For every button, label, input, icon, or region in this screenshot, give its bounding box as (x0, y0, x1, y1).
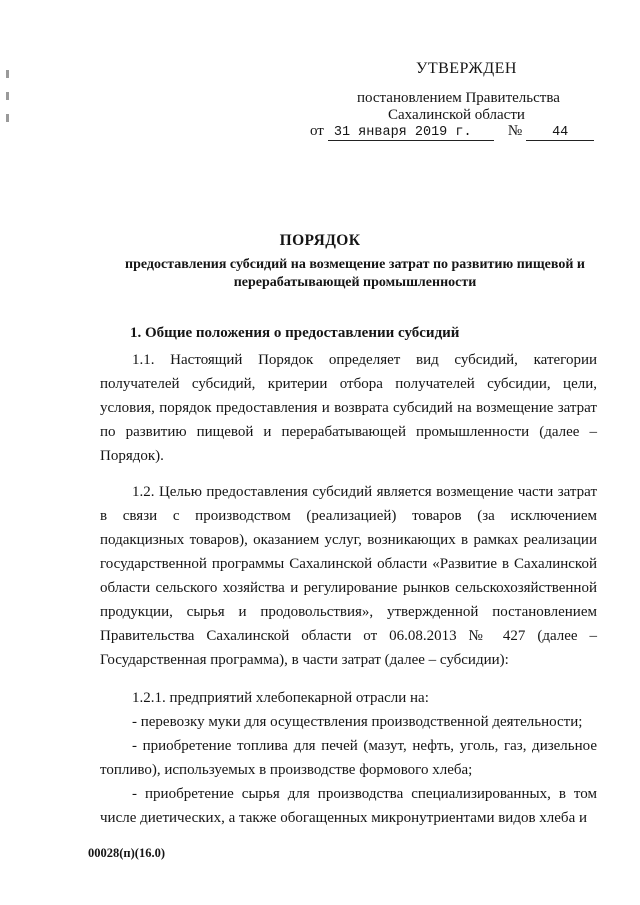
scan-mark (6, 70, 9, 78)
paragraph-1-2-1: 1.2.1. предприятий хлебопекарной отрасли на: (132, 690, 429, 706)
date-prefix: от (310, 123, 324, 139)
section-body-part-1 (100, 348, 597, 468)
approval-date-row (310, 123, 594, 141)
document-subtitle: предоставления субсидий на возмещение затрат по развитию пищевой и перерабатывающей промышленности (125, 257, 585, 290)
paragraph-1-2: 1.2. Целью предоставления субсидий является возмещение части затрат в связи с производством (реализацией) товаров (за исключением подакцизных товаров), оказанием услуг, возникающих в рамках реализации государственной программы Сахалинской области «Развитие в Сахалинской области сельского хозяйства и регулирование рынков сельскохозяйственной продукции, сырья и продовольствия», утвержденной постановлением Правительства Сахалинской области от 06.08.2013 № 427 (далее – Государственная программа), в части затрат (далее – субсидии): (100, 484, 597, 668)
list-item: - приобретение сырья для производства специализированных, в том числе диетических, а также обогащенных микронутриентами видов хлеба и (100, 786, 597, 826)
paragraph-1-1: 1.1. Настоящий Порядок определяет вид субсидий, категории получателей субсидий, критерии отбора получателей субсидии, цели, условия, порядок предоставления и возврата субсидий на возмещение затрат по развитию пищевой и перерабатывающей промышленности (далее – Порядок). (100, 352, 597, 464)
approved-region-line: Сахалинской области (388, 107, 525, 123)
scan-mark (6, 114, 9, 122)
approval-date: 31 января 2019 г. (328, 125, 494, 141)
scan-mark (6, 92, 9, 100)
section-heading: 1. Общие положения о предоставлении субсидий (130, 325, 460, 341)
list-item: - приобретение топлива для печей (мазут, нефть, уголь, газ, дизельное топливо), используемых в производстве формового хлеба; (100, 738, 597, 778)
approved-title: УТВЕРЖДЕН (416, 60, 517, 77)
section-body-part-2 (100, 480, 597, 672)
approved-by-line: постановлением Правительства (357, 90, 560, 106)
document-title: ПОРЯДОК (279, 232, 361, 249)
number-label: № (507, 123, 523, 139)
approval-number: 44 (526, 125, 594, 141)
footer-document-code: 00028(п)(16.0) (88, 846, 165, 860)
list-item: - перевозку муки для осуществления производственной деятельности; (132, 714, 583, 730)
section-body-part-3 (100, 686, 597, 830)
